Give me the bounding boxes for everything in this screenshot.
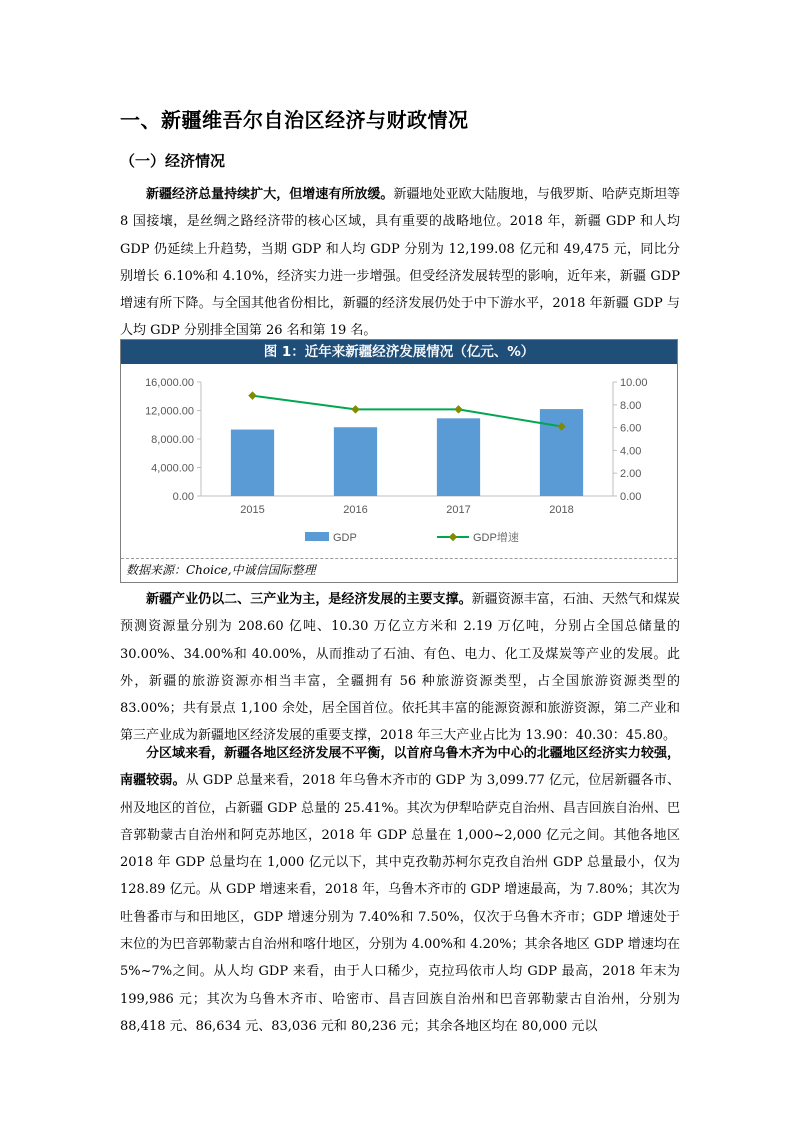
y-tick-label-right: 8.00 xyxy=(620,399,642,412)
figure-gdp-chart xyxy=(120,339,678,583)
y-tick-label-right: 10.00 xyxy=(620,377,648,389)
paragraph-lead: 分区域来看，新疆各地区经济发展不平衡，以首府乌鲁木齐为中心的北疆地区经济实力较强，南疆较弱。 xyxy=(120,746,680,789)
paragraph-body: 新疆资源丰富，石油、天然气和煤炭预测资源量分别为 208.60 亿吨、10.30 万亿立方米和 2.19 万亿吨，分别占全国总储量的 30.00%、34.00%和 40.00%，从而推动了石油、有色、电力、化工及煤炭等产业的发展。此外，新疆的旅游资源亦相当丰富，全疆拥有 56 种旅游资源类型，占全国旅游资源类型的 83.00%；共有景点 1,100 余处，居全国首位。依托其丰富的能源资源和旅游资源，第二产业和第三产业成为新疆地区经济发展的重要支撑，2018 年三大产业占比为 13.90：40.30：45.80。 xyxy=(120,592,680,744)
legend-label-gdp: GDP xyxy=(333,532,357,544)
point-gdp-growth-2017 xyxy=(454,405,462,413)
x-tick-label: 2015 xyxy=(240,504,265,516)
x-tick-label: 2016 xyxy=(343,504,368,516)
paragraph-lead: 新疆经济总量持续扩大，但增速有所放缓。 xyxy=(146,187,394,202)
chart-canvas xyxy=(121,364,677,558)
bar-gdp-2016 xyxy=(334,427,377,496)
y-tick-label-right: 2.00 xyxy=(620,468,642,481)
legend-swatch-marker xyxy=(449,533,457,541)
y-tick-label-left: 16,000.00 xyxy=(145,377,194,389)
paragraph-regional-analysis xyxy=(120,740,680,1040)
point-gdp-growth-2015 xyxy=(248,391,256,399)
line-gdp-growth xyxy=(253,396,562,427)
bar-gdp-2018 xyxy=(540,409,583,496)
figure-title: 图 1：近年来新疆经济发展情况（亿元、%） xyxy=(121,340,677,364)
y-tick-label-right: 0.00 xyxy=(620,491,642,503)
figure-source: 数据来源：Choice,中诚信国际整理 xyxy=(121,558,677,582)
paragraph-body: 从 GDP 总量来看，2018 年乌鲁木齐市的 GDP 为 3,099.77 亿元，位居新疆各市、州及地区的首位，占新疆 GDP 总量的 25.41%。其次为伊犁哈萨克自治州、昌吉回族自治州、巴音郭勒蒙古自治州和阿克苏地区，2018 年 GDP 总量在 1,000~2,000 亿元之间。其他各地区 2018 年 GDP 总量均在 1,000 亿元以下，其中克孜勒苏柯尔克孜自治州 GDP 总量最小，仅为 128.89 亿元。从 GDP 增速来看，2018 年，乌鲁木齐市的 GDP 增速最高，为 7.80%；其次为吐鲁番市与和田地区，GDP 增速分别为 7.40%和 7.50%，仅次于乌鲁木齐市；GDP 增速处于末位的为巴音郭勒蒙古自治州和喀什地区，分别为 4.00%和 4.20%；其余各地区 GDP 增速均在 5%~7%之间。从人均 GDP 来看，由于人口稀少，克拉玛依市人均 GDP 最高，2018 年末为 199,986 元；其次为乌鲁木齐市、哈密市、昌吉回族自治州和巴音郭勒蒙古自治州，分别为 88,418 元、86,634 元、83,036 元和 80,236 元；其余各地区均在 80,000 元以 xyxy=(120,773,680,1034)
x-tick-label: 2018 xyxy=(549,504,574,516)
legend-swatch-gdp xyxy=(305,532,329,541)
paragraph-economy-overview xyxy=(120,181,680,345)
bar-gdp-2017 xyxy=(437,418,480,496)
paragraph-body: 新疆地处亚欧大陆腹地，与俄罗斯、哈萨克斯坦等 8 国接壤，是丝绸之路经济带的核心区域，具有重要的战略地位。2018 年，新疆 GDP 和人均 GDP 仍延续上升趋势，当期 GDP 和人均 GDP 分别为 12,199.08 亿元和 49,475 元，同比分别增长 6.10%和 4.10%，经济实力进一步增强。但受经济发展转型的影响，近年来，新疆 GDP 增速有所下降。与全国其他省份相比，新疆的经济发展仍处于中下游水平，2018 年新疆 GDP 与人均 GDP 分别排全国第 26 名和第 19 名。 xyxy=(120,187,680,339)
y-tick-label-right: 6.00 xyxy=(620,422,642,435)
bar-gdp-2015 xyxy=(231,430,274,496)
paragraph-lead: 新疆产业仍以二、三产业为主，是经济发展的主要支撑。 xyxy=(146,592,472,607)
y-tick-label-left: 8,000.00 xyxy=(151,434,194,446)
x-tick-label: 2017 xyxy=(446,504,471,516)
y-tick-label-left: 4,000.00 xyxy=(151,462,194,475)
point-gdp-growth-2016 xyxy=(351,405,359,413)
legend-label-gdp-growth: GDP增速 xyxy=(473,532,519,544)
y-tick-label-left: 12,000.00 xyxy=(145,405,194,418)
y-tick-label-right: 4.00 xyxy=(620,445,642,458)
paragraph-industry-structure xyxy=(120,586,680,750)
section-heading: 一、新疆维吾尔自治区经济与财政情况 xyxy=(120,108,469,132)
subsection-heading: （一）经济情况 xyxy=(120,152,226,170)
y-tick-label-left: 0.00 xyxy=(172,491,194,503)
